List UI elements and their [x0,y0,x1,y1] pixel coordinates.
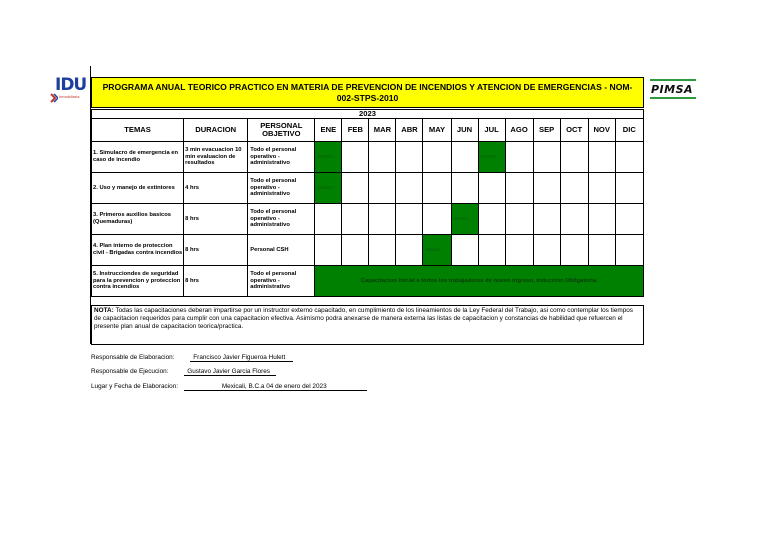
col-month-may: MAY [423,119,451,142]
month-cell [396,204,423,235]
col-month-jun: JUN [451,119,478,142]
sig-ejecucion-label: Responsable de Ejecucion: [91,368,169,375]
sig-elaboracion-value: Francisco Javier Figueroa Hulett [190,354,293,362]
sig-elaboracion-label: Responsable de Elaboracion: [91,354,175,361]
col-month-nov: NOV [588,119,615,142]
col-month-feb: FEB [342,119,369,142]
month-cell [315,235,342,266]
month-cell [342,204,369,235]
personal-cell: Todo el personal operativo - administrativo [248,173,315,204]
table-row [92,173,644,204]
month-cell [560,204,588,235]
scheduled-date: 14/07/2023 [480,154,496,159]
month-cell [588,142,615,173]
month-cell [451,142,478,173]
month-cell [315,204,342,235]
tema-cell: 3. Primeros auxilios basicos (Quemaduras) [92,204,184,235]
scheduled-date: 16/01/2023 [317,154,333,159]
col-personal: PERSONAL OBJETIVO [248,119,315,142]
scheduled-month-cell [451,204,478,235]
table-row [92,204,644,235]
month-cell [342,235,369,266]
personal-cell: Todo el personal operativo - administrativo [248,142,315,173]
duracion-cell: 8 hrs [184,235,248,266]
month-cell [396,173,423,204]
month-cell [533,204,560,235]
month-cell [423,173,451,204]
month-cell [342,173,369,204]
col-month-jul: JUL [478,119,505,142]
month-cell [533,142,560,173]
col-month-ago: AGO [505,119,533,142]
personal-cell: Todo el personal operativo - administrativo [248,266,315,297]
month-cell [369,204,396,235]
month-cell [505,235,533,266]
sig-lugar-label: Lugar y Fecha de Elaboracion: [91,383,179,390]
table-row [92,266,644,297]
month-cell [478,235,505,266]
col-month-sep: SEP [533,119,560,142]
personal-cell: Personal CSH [248,235,315,266]
month-cell [342,142,369,173]
month-cell [533,173,560,204]
month-cell [505,173,533,204]
tema-cell: 5. Instrucciondes de seguridad para la prevencion y proteccion contra incendios [92,266,184,297]
scheduled-month-cell [423,235,451,266]
month-cell [615,235,643,266]
month-cell [505,204,533,235]
month-cell [615,204,643,235]
month-cell [396,235,423,266]
col-month-mar: MAR [369,119,396,142]
scheduled-date: 23/01/2023 [317,185,333,190]
pimsa-logo [650,79,696,99]
nota-text: Todas las capacitaciones deberan impartirse por un instructor externo capacitado, en cumplimiento de los lineamientos de la Ley Federal del Trabajo, asi como contemplar los tiempos de capacitacion requeridos para cumplir con una capacitacion efectiva. Asimismo podra anexarse de manera externa las listas de capacitacion y constancias de habilidad que refuercen el presente plan anual de capacitacion teorica/practica. [94,307,633,330]
month-cell [451,235,478,266]
sig-ejecucion-value: Gustavo Javier Garcia Flores [184,368,276,376]
table-row [92,142,644,173]
idu-logo-text: IDU [55,75,87,95]
scheduled-month-cell [315,142,342,173]
month-cell [615,142,643,173]
duracion-cell: 8 hrs [184,204,248,235]
scheduled-date: 16/06/2023 [453,216,469,221]
idu-logo [50,76,88,106]
schedule-table [91,109,644,297]
pimsa-stripe-bottom [650,97,696,99]
nota-label: NOTA: [94,307,114,314]
month-cell [533,235,560,266]
tema-cell: 2. Uso y manejo de extintores [92,173,184,204]
duracion-cell: 3 min evacuacion 10 min evaluacion de resultados [184,142,248,173]
month-cell [505,142,533,173]
pimsa-logo-text: PIMSA [651,83,694,96]
sig-lugar [91,383,367,391]
table-row [92,235,644,266]
scheduled-month-cell [315,173,342,204]
sig-lugar-value: Mexicali, B.C.a 04 de enero del 2023 [184,383,367,391]
month-cell [369,173,396,204]
program-title: PROGRAMA ANUAL TEORICO PRACTICO EN MATERIA DE PREVENCION DE INCENDIOS Y ATENCION DE EMERGENCIAS - NOM-002-STPS-2010 [91,77,644,108]
month-cell [588,173,615,204]
col-duracion: DURACION [184,119,248,142]
month-cell [478,173,505,204]
idu-logo-sub: Inmobiliaria [59,94,80,99]
duracion-cell: 8 hrs [184,266,248,297]
col-temas: TEMAS [92,119,184,142]
col-month-abr: ABR [396,119,423,142]
col-month-ene: ENE [315,119,342,142]
month-cell [560,235,588,266]
nota-box [91,305,644,345]
month-cell [615,173,643,204]
month-cell [478,204,505,235]
col-month-oct: OCT [560,119,588,142]
tema-cell: 4. Plan interno de proteccion civil - Brigadas contra incendios [92,235,184,266]
month-cell [560,173,588,204]
scheduled-month-cell [478,142,505,173]
month-cell [369,142,396,173]
month-cell [588,204,615,235]
tema-cell: 1. Simulacro de emergencia en caso de incendio [92,142,184,173]
month-cell [396,142,423,173]
sig-ejecucion [91,368,276,376]
induction-banner: Capacitacion Inicial a todos los trabajadores de nuevo ingreso, Induccion Obligatoria. [315,266,644,297]
month-cell [451,173,478,204]
month-cell [560,142,588,173]
col-month-dic: DIC [615,119,643,142]
month-cell [423,204,451,235]
month-cell [423,142,451,173]
month-cell [369,235,396,266]
sig-elaboracion [91,354,293,362]
pimsa-stripe-top [650,79,696,81]
personal-cell: Todo el personal operativo - administrativo [248,204,315,235]
scheduled-date: 19/05/2023 [425,247,441,252]
year-header: 2023 [92,110,644,119]
month-cell [588,235,615,266]
duracion-cell: 4 hrs [184,173,248,204]
